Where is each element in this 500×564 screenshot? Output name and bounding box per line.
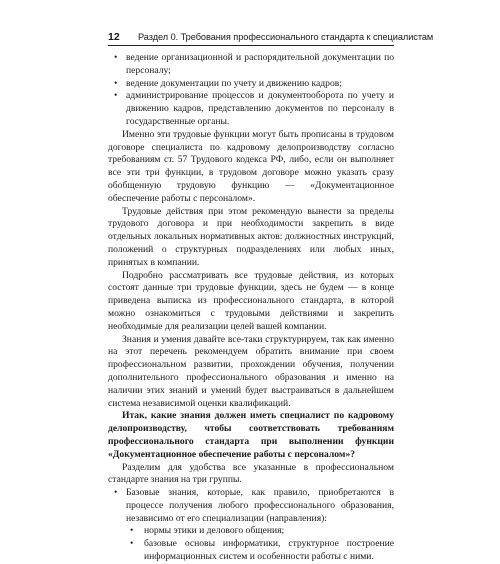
sublist-item-text: нормы этики и делового общения; bbox=[144, 525, 285, 537]
sublist-item bbox=[108, 538, 394, 564]
paragraph: Разделим для удобства все указанные в профессиональном стандарте знания на три группы. bbox=[108, 461, 394, 486]
bullet-icon: • bbox=[114, 77, 118, 89]
page-header bbox=[108, 31, 434, 46]
knowledge-group-list bbox=[108, 487, 394, 525]
list-item bbox=[108, 90, 394, 128]
list-item-text: администрирование процессов и документооборота по учету и движению кадров, представлению документов по персоналу в государственные органы. bbox=[126, 90, 394, 127]
bullet-icon: • bbox=[130, 525, 134, 537]
list-item bbox=[108, 487, 394, 525]
list-item-text: ведение организационной и распорядительной документации по персоналу; bbox=[126, 52, 394, 76]
knowledge-sublist bbox=[108, 525, 394, 563]
bullet-icon: • bbox=[114, 487, 118, 499]
paragraph: Именно эти трудовые функции могут быть прописаны в трудовом договоре специалиста по кадровому делопроизводству согласно требованиям ст. 57 Трудового кодекса РФ, либо, если он выполняет все эти три функции, в трудовом договоре можно указать сразу обобщенную трудовую функцию — «Документационное обеспечение работы с персоналом». bbox=[108, 128, 394, 204]
bold-question: Итак, какие знания должен иметь специалист по кадровому делопроизводству, чтобы соответствовать требованиям профессионального стандарта при выполнении функции «Документационное обеспечение работы с персоналом»? bbox=[108, 410, 394, 460]
bullet-icon: • bbox=[114, 90, 118, 102]
sublist-item bbox=[108, 525, 394, 538]
paragraph: Знания и умения давайте все-таки структурируем, так как именно на этот перечень рекомендуем обратить внимание при своем профессиональном развитии, прохождении обучения, получении дополнительного профессионального образования и именно на наличии этих знаний и умений будет выстраиваться в дальнейшем система независимой оценки квалификаций. bbox=[108, 333, 394, 409]
page-number: 12 bbox=[108, 31, 120, 43]
sublist-item-text: базовые основы информатики, структурное построение информационных систем и особенности работы с ними. bbox=[144, 538, 394, 563]
function-list bbox=[108, 52, 394, 129]
bullet-icon: • bbox=[130, 538, 134, 550]
list-item-text: ведение документации по учету и движению кадров; bbox=[126, 77, 342, 89]
list-item bbox=[108, 78, 394, 91]
section-title: Раздел 0. Требования профессионального стандарта к специалистам bbox=[138, 32, 434, 42]
list-item-text: Базовые знания, которые, как правило, приобретаются в процессе получения любого профессионального образования, независимо от его специализации (направления): bbox=[126, 487, 394, 524]
paragraph: Подробно рассматривать все трудовые действия, из которых состоят данные три трудовые функции, здесь не будем — в конце приведена выписка из профессионального стандарта, в которой можно ознакомиться с трудовыми действиями и закрепить необходимые для реализации целей вашей компании. bbox=[108, 269, 394, 332]
bullet-icon: • bbox=[114, 52, 118, 63]
paragraph: Трудовые действия при этом рекомендую вынести за пределы трудового договора и при необходимости закрепить в виде отдельных локальных нормативных актов: должностных инструкций, положений о структурных подразделениях или любых иных, принятых в компании. bbox=[108, 205, 394, 268]
page-body bbox=[108, 52, 394, 564]
list-item bbox=[108, 52, 394, 78]
